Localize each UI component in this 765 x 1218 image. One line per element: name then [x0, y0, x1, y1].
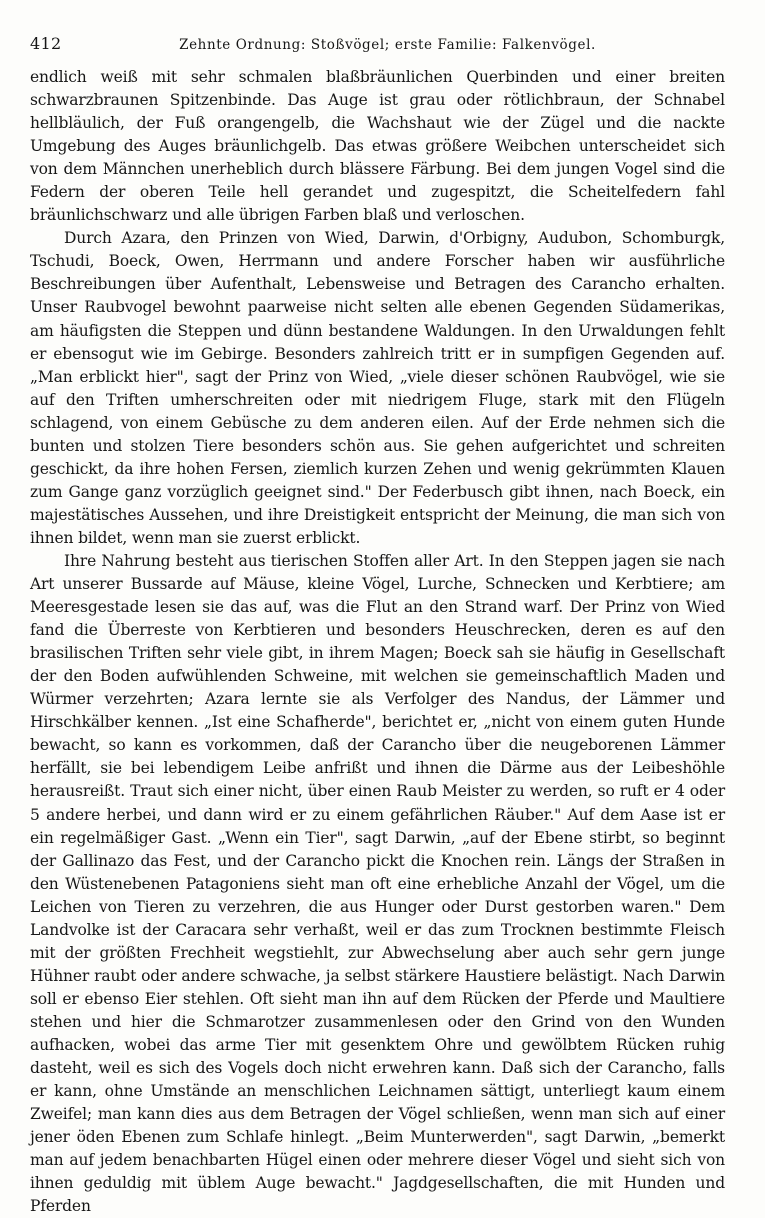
paragraph: Durch Azara, den Prinzen von Wied, Darwin, d'Orbigny, Audubon, Schomburgk, Tschudi, Boeck, Owen, Herrmann und andere Forscher haben wir ausführliche Beschreibungen über Aufenthalt, Lebensweise und Betragen des Carancho erhalten. Unser Raubvogel bewohnt paarweise nicht selten alle ebenen Gegenden Südamerikas, am häufigsten die Steppen und dünn bestandene Waldungen. In den Urwaldungen fehlt er ebensogut wie im Gebirge. Besonders zahlreich tritt er in sumpfigen Gegenden auf. „Man erblickt hier", sagt der Prinz von Wied, „viele dieser schönen Raubvögel, wie sie auf den Triften umherschreiten oder mit niedrigem Fluge, stark mit den Flügeln schlagend, von einem Gebüsche zu dem anderen eilen. Auf der Erde nehmen sich die bunten und stolzen Tiere besonders schön aus. Sie gehen aufgerichtet und schreiten geschickt, da ihre hohen Fersen, ziemlich kurzen Zehen und wenig gekrümmten Klauen zum Gange ganz vorzüglich geeignet sind." Der Federbusch gibt ihnen, nach Boeck, ein majestätisches Aussehen, und ihre Dreistigkeit entspricht der Meinung, die man sich von ihnen bildet, wenn man sie zuerst erblickt.: [30, 229, 725, 547]
running-head: [30, 34, 725, 60]
paragraph-continued: endlich weiß mit sehr schmalen blaßbräunlichen Querbinden und einer breiten schwarzbraunen Spitzenbinde. Das Auge ist grau oder rötlichbraun, der Schnabel hellbläulich, der Fuß orangengelb, die Wachshaut wie der Zügel und die nackte Umgebung des Auges bräunlichgelb. Das etwas größere Weibchen unterscheidet sich von dem Männchen unerheblich durch blässere Färbung. Bei dem jungen Vogel sind die Federn der oberen Teile hell gerandet und zugespitzt, die Scheitelfedern fahl bräunlichschwarz und alle übrigen Farben blaß und verloschen.: [30, 68, 725, 225]
running-title: Zehnte Ordnung: Stoßvögel; erste Familie: Falkenvögel.: [179, 37, 596, 53]
page-number: 412: [30, 34, 62, 53]
paragraph: Ihre Nahrung besteht aus tierischen Stoffen aller Art. In den Steppen jagen sie nach Art unserer Bussarde auf Mäuse, kleine Vögel, Lurche, Schnecken und Kerbtiere; am Meeresgestade lesen sie das auf, was die Flut an den Strand warf. Der Prinz von Wied fand die Überreste von Kerbtieren und besonders Heuschrecken, deren es auf den brasilischen Triften sehr viele gibt, in ihrem Magen; Boeck sah sie häufig in Gesellschaft der den Boden aufwühlenden Schweine, mit welchen sie gemeinschaftlich Maden und Würmer verzehrten; Azara lernte sie als Verfolger des Nandus, der Lämmer und Hirschkälber kennen. „Ist eine Schafherde", berichtet er, „nicht von einem guten Hunde bewacht, so kann es vorkommen, daß der Carancho über die neugeborenen Lämmer herfällt, sie bei lebendigem Leibe anfrißt und ihnen die Därme aus der Leibeshöhle herausreißt. Traut sich einer nicht, über einen Raub Meister zu werden, so ruft er 4 oder 5 andere herbei, und dann wird er zu einem gefährlichen Räuber." Auf dem Aase ist er ein regelmäßiger Gast. „Wenn ein Tier", sagt Darwin, „auf der Ebene stirbt, so beginnt der Gallinazo das Fest, und der Carancho pickt die Knochen rein. Längs der Straßen in den Wüstenebenen Patagoniens sieht man oft eine erhebliche Anzahl der Vögel, um die Leichen von Tieren zu verzehren, die aus Hunger oder Durst gestorben waren." Dem Landvolke ist der Caracara sehr verhaßt, weil er das zum Trocknen bestimmte Fleisch mit der größten Frechheit wegstiehlt, zur Abwechselung aber auch sehr gern junge Hühner raubt oder andere schwache, ja selbst stärkere Haustiere belästigt. Nach Darwin soll er ebenso Eier stehlen. Oft sieht man ihn auf dem Rücken der Pferde und Maultiere stehen und hier die Schmarotzer zusammenlesen oder den Grind von den Wunden aufhacken, wobei das arme Tier mit gesenktem Ohre und gewölbtem Rücken ruhig dasteht, weil es sich des Vogels doch nicht erwehren kann. Daß sich der Carancho, falls er kann, ohne Umstände an menschlichen Leichnamen sättigt, unterliegt kaum einem Zweifel; man kann dies aus dem Betragen der Vögel schließen, wenn man sich auf einer jener öden Ebenen zum Schlafe hinlegt. „Beim Munterwerden", sagt Darwin, „bemerkt man auf jedem benachbarten Hügel einen oder mehrere dieser Vögel und sieht sich von ihnen geduldig mit üblem Auge bewacht." Jagdgesellschaften, die mit Hunden und Pferden: [30, 551, 725, 1216]
body-text: [30, 66, 725, 1218]
